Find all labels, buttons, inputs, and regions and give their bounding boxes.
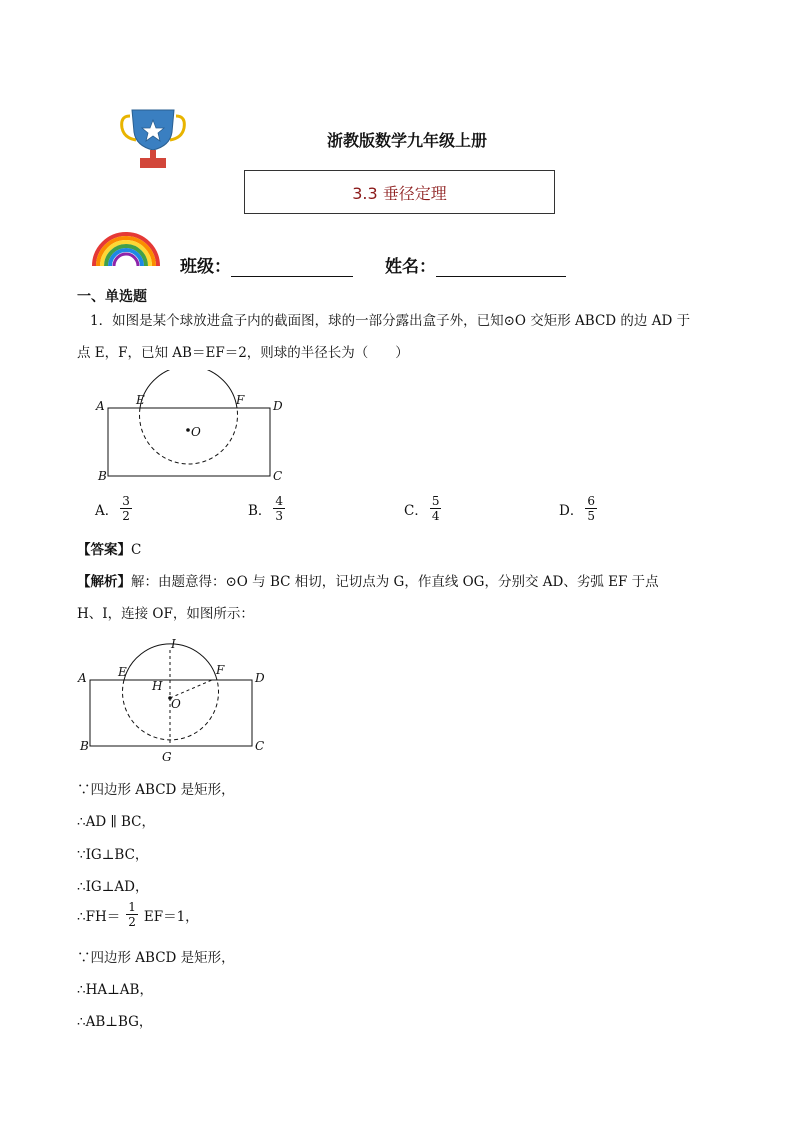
fig2-label-b: B [80,739,89,753]
option-d-fraction [585,494,597,523]
fig1-label-e: E [136,393,145,407]
option-b-num: 4 [275,494,284,508]
fig2-label-h: H [152,679,163,693]
step-5-den: 2 [128,915,136,929]
option-a-den: 2 [122,509,130,523]
fig2-label-i: I [171,637,176,651]
fig2-label-e: E [118,665,127,679]
fig2-label-g: G [162,750,172,764]
answer-tag: 【答案】 [77,542,131,558]
answer-line [77,540,141,560]
name-label: 姓名： [385,257,436,277]
fig1-label-c: C [273,469,283,483]
answer-value: C [131,542,142,558]
analysis-tag: 【解析】 [77,574,131,590]
fig2-label-c: C [255,739,265,753]
step-1: ∵四边形 ABCD 是矩形， [77,782,235,798]
step-5-num: 1 [128,900,136,914]
option-a[interactable] [95,494,134,523]
fig2-label-a: A [78,671,87,685]
question-line-2: 点 E，F，已知 AB＝EF＝2，则球的半径长为（ ） [77,345,409,361]
name-blank[interactable] [436,258,566,277]
option-b-fraction [273,494,285,523]
option-c[interactable] [404,494,443,523]
step-4: ∴IG⊥AD， [77,879,149,895]
option-d-den: 5 [587,509,595,523]
section-heading: 一、单选题 [77,289,147,305]
option-b-den: 3 [275,509,284,523]
option-c-num: 5 [431,494,440,508]
option-c-fraction [430,494,442,523]
fig1-label-b: B [98,469,107,483]
option-c-letter: C． [404,502,428,519]
option-b-letter: B． [248,502,272,519]
option-d[interactable] [559,494,599,523]
option-a-letter: A． [95,502,119,519]
option-b[interactable] [248,494,287,523]
step-7: ∴HA⊥AB， [77,982,153,998]
analysis-line-2: H、I，连接 OF，如图所示： [77,606,254,622]
class-label: 班级： [180,257,231,277]
fig2-label-f: F [216,663,225,677]
option-a-fraction [120,494,132,523]
figure-1 [90,370,290,490]
analysis-line-1 [77,572,659,592]
name-field [385,252,566,277]
fig1-label-f: F [236,393,245,407]
rainbow-icon [90,226,162,268]
step-8: ∴AB⊥BG， [77,1014,153,1030]
step-3: ∵IG⊥BC， [77,847,149,863]
fig1-label-a: A [96,399,105,413]
fig2-label-d: D [255,671,265,685]
lesson-title-box [244,170,555,214]
question-line-1: 1．如图是某个球放进盒子内的截面图，球的一部分露出盒子外，已知⊙O 交矩形 ABCD 的边 AD 于 [90,313,691,329]
option-a-num: 3 [122,494,130,508]
option-c-den: 4 [431,509,440,523]
page-title: 浙教版数学九年级上册 [326,131,487,150]
step-5-fraction [126,900,138,929]
step-5-prefix: ∴FH＝ [77,908,121,925]
fig2-label-o: O [171,697,181,711]
class-blank[interactable] [231,258,353,277]
step-5 [77,900,199,929]
option-d-letter: D． [559,502,584,519]
analysis-text-1: 解：由题意得：⊙O 与 BC 相切，记切点为 G，作直线 OG，分别交 AD、劣弧 EF 于点 [131,574,659,590]
step-2: ∴AD ∥ BC， [77,814,155,830]
class-field [180,252,353,277]
option-d-num: 6 [587,494,595,508]
lesson-title: 3.3 垂径定理 [352,183,447,203]
fig1-label-o: O [191,425,201,439]
step-6: ∵四边形 ABCD 是矩形， [77,950,235,966]
fig1-label-d: D [273,399,283,413]
step-5-suffix: EF＝1， [143,908,199,925]
figure-2 [72,632,272,767]
